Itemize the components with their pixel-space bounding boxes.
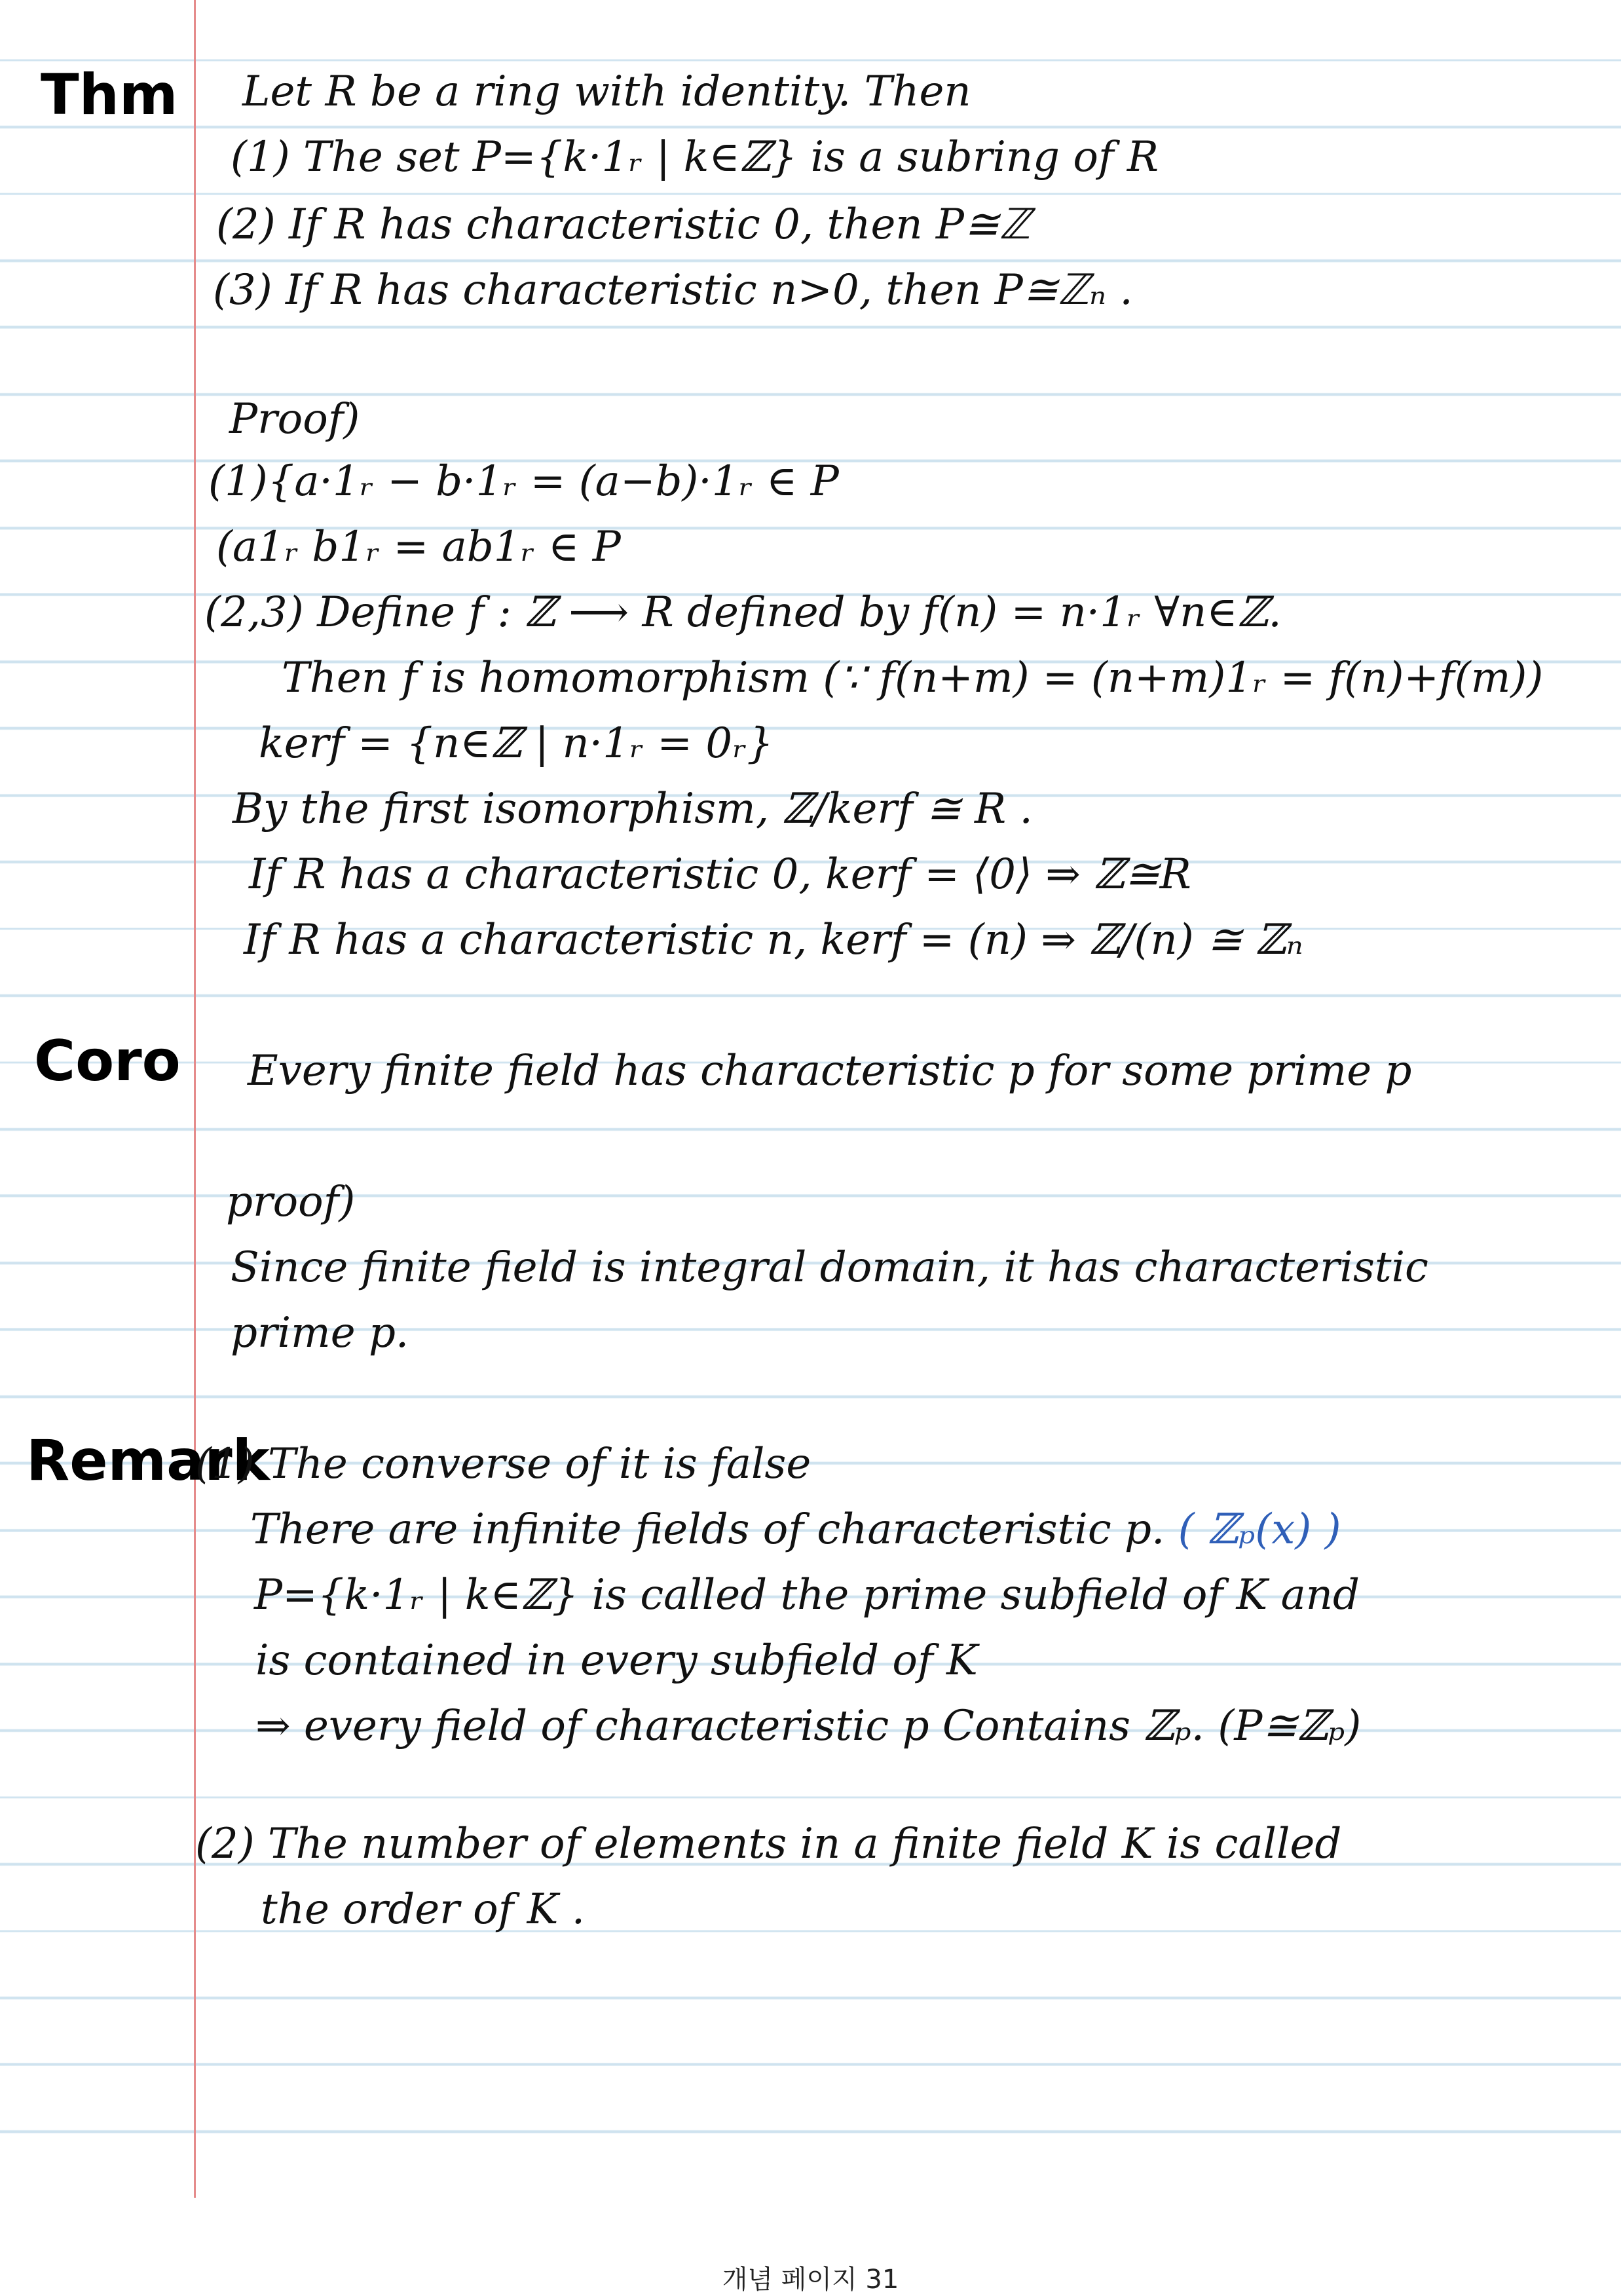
- remark-note: ( ℤₚ(x) ): [1178, 1505, 1341, 1554]
- page-footer: 개념 페이지 31: [722, 2265, 899, 2295]
- thm-line-3: (2) If R has characteristic 0, then P≅ℤ: [216, 200, 1031, 249]
- thm-line-1: Let R be a ring with identity. Then: [242, 67, 971, 116]
- thm-line-4: (3) If R has characteristic n>0, then P≅ℤₙ .: [213, 266, 1133, 314]
- remark-line-4: is contained in every subfield of K: [255, 1636, 978, 1685]
- remark-line-7: the order of K .: [261, 1885, 586, 1934]
- coro-proof-line-1: Since finite field is integral domain, it has characteristic: [231, 1243, 1428, 1292]
- remark-line-1: (1) The converse of it is false: [195, 1440, 811, 1488]
- thm-proof-line-8: If R has a characteristic n, kerf = (n) ⇒ ℤ/(n) ≅ ℤₙ: [244, 916, 1303, 964]
- coro-proof-line-2: prime p.: [231, 1309, 409, 1357]
- thm-proof-line-1: (1){a·1ᵣ − b·1ᵣ = (a−b)·1ᵣ ∈ P: [208, 457, 839, 506]
- remark-label: Remark: [26, 1428, 270, 1494]
- thm-proof-line-5: kerf = {n∈ℤ | n·1ᵣ = 0ᵣ}: [259, 719, 773, 768]
- thm-proof-line-7: If R has a characteristic 0, kerf = ⟨0⟩ ⇒ ℤ≅R: [249, 850, 1191, 899]
- thm-label: Thm: [41, 62, 178, 128]
- thm-line-2: (1) The set P={k·1ᵣ | k∈ℤ} is a subring of R: [231, 133, 1159, 181]
- remark-line-5: ⇒ every field of characteristic p Contains ℤₚ. (P≅ℤₚ): [255, 1702, 1362, 1750]
- thm-proof-line-2: (a1ᵣ b1ᵣ = ab1ᵣ ∈ P: [216, 523, 621, 571]
- thm-proof-line-4: Then f is homomorphism (∵ f(n+m) = (n+m)1ᵣ = f(n)+f(m)): [282, 654, 1544, 702]
- thm-proof-line-6: By the first isomorphism, ℤ/kerf ≅ R .: [233, 785, 1033, 833]
- coro-proof-heading: proof): [226, 1178, 356, 1226]
- coro-label: Coro: [34, 1028, 181, 1094]
- remark-line-6: (2) The number of elements in a finite field K is called: [195, 1820, 1342, 1868]
- thm-proof-heading: Proof): [229, 395, 360, 443]
- remark-line-2-text: There are infinite fields of characteristic p.: [250, 1505, 1165, 1554]
- remark-line-2: [250, 1503, 1341, 1556]
- remark-line-3: P={k·1ᵣ | k∈ℤ} is called the prime subfield of K and: [254, 1571, 1360, 1619]
- thm-proof-line-3: (2,3) Define f : ℤ ⟶ R defined by f(n) = n·1ᵣ ∀n∈ℤ.: [204, 588, 1282, 637]
- coro-line-1: Every finite field has characteristic p for some prime p: [248, 1047, 1412, 1095]
